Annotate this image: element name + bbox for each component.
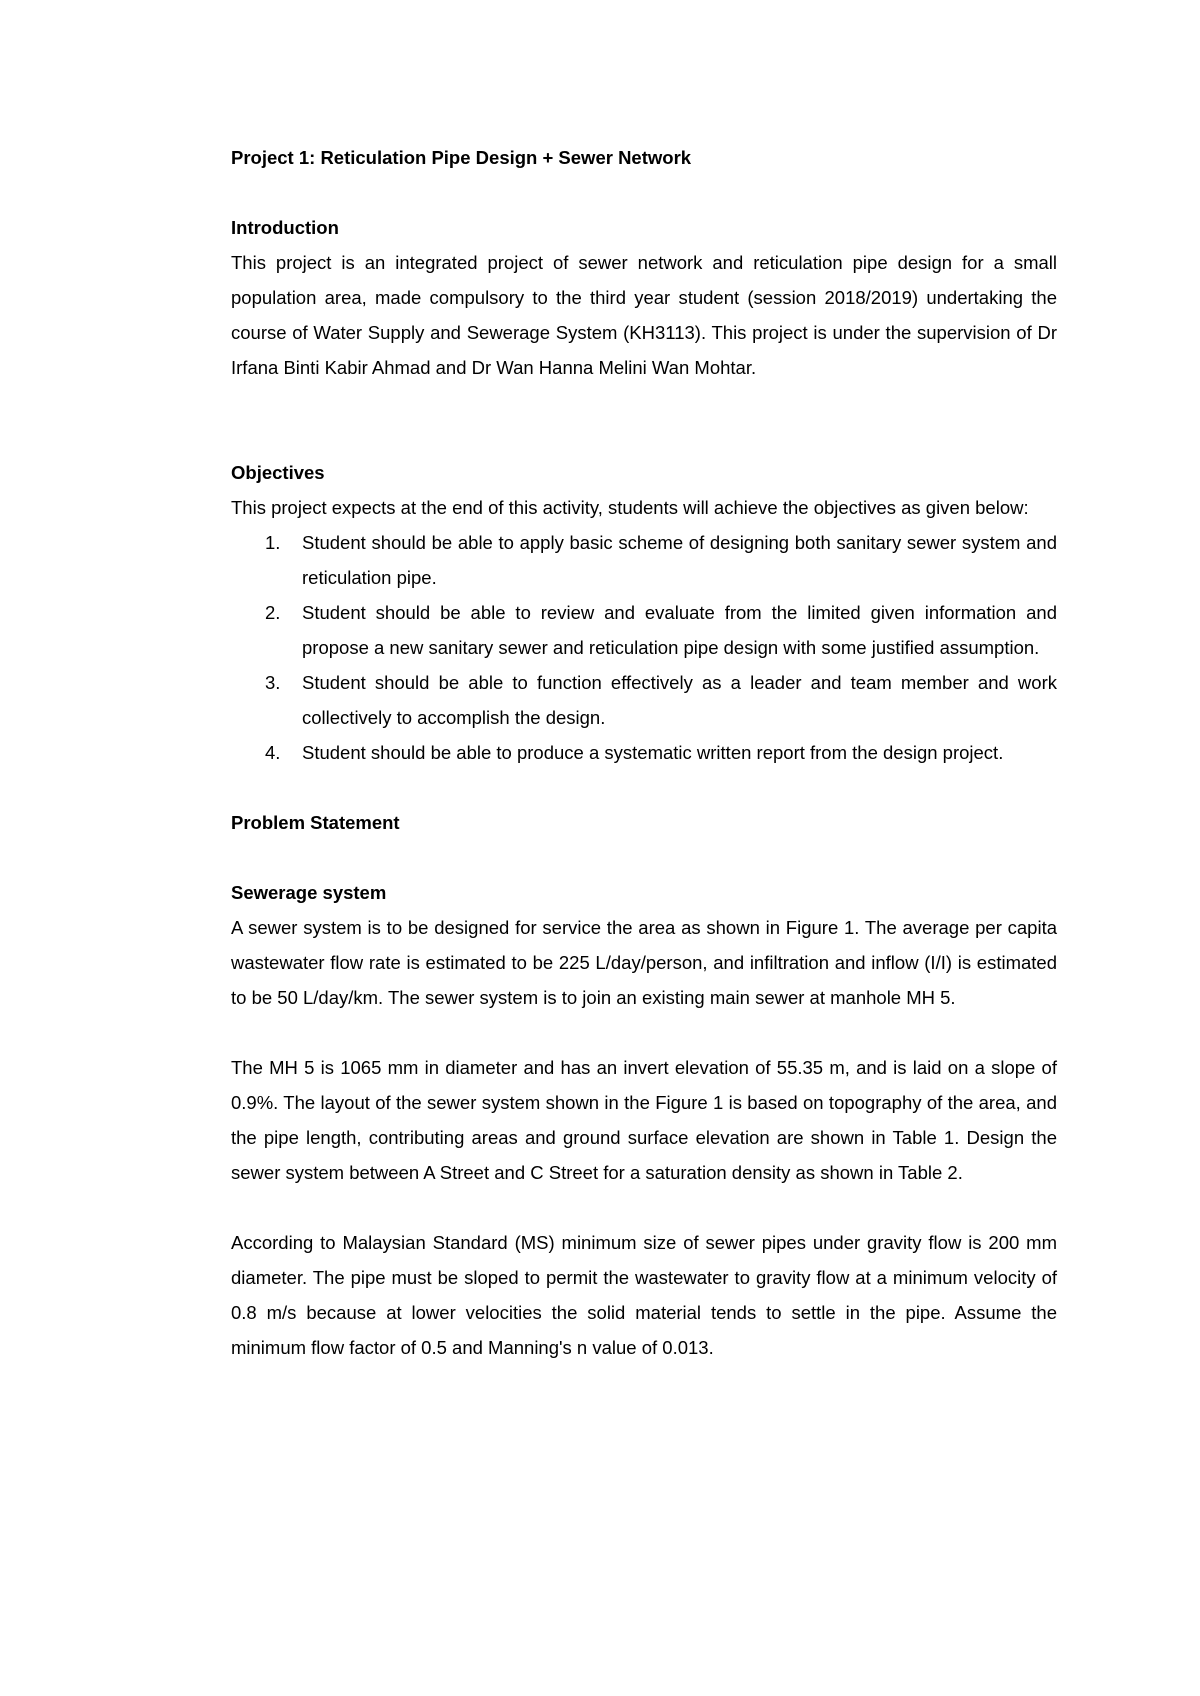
paragraph-spacer	[231, 1015, 1057, 1050]
sewerage-system-heading: Sewerage system	[231, 882, 387, 903]
objective-text: Student should be able to produce a systematic written report from the design project.	[302, 742, 1004, 763]
paragraph-spacer	[231, 1190, 1057, 1225]
section-spacer	[231, 770, 1057, 805]
objective-text: Student should be able to review and evaluate from the limited given information and propose a new sanitary sewer and reticulation pipe design with some justified assumption.	[302, 602, 1057, 658]
objective-number: 4.	[265, 742, 281, 763]
objective-number: 2.	[265, 602, 281, 623]
objectives-list	[231, 525, 1057, 770]
section-spacer	[231, 385, 1057, 455]
problem-statement-heading: Problem Statement	[231, 812, 400, 833]
objective-number: 1.	[265, 532, 281, 553]
sewerage-paragraph: According to Malaysian Standard (MS) minimum size of sewer pipes under gravity flow is 200 mm diameter. The pipe must be sloped to permit the wastewater to gravity flow at a minimum velocity of 0.8 m/s because at lower velocities the solid material tends to settle in the pipe. Assume the minimum flow factor of 0.5 and Manning's n value of 0.013.	[231, 1232, 1057, 1358]
section-spacer	[231, 840, 1057, 875]
sewerage-paragraph: A sewer system is to be designed for service the area as shown in Figure 1. The average per capita wastewater flow rate is estimated to be 225 L/day/person, and infiltration and inflow (I/I) is estimated to be 50 L/day/km. The sewer system is to join an existing main sewer at manhole MH 5.	[231, 917, 1057, 1008]
objective-text: Student should be able to function effectively as a leader and team member and work collectively to accomplish the design.	[302, 672, 1057, 728]
introduction-paragraph: This project is an integrated project of sewer network and reticulation pipe design for a small population area, made compulsory to the third year student (session 2018/2019) undertaking the course of Water Supply and Sewerage System (KH3113). This project is under the supervision of Dr Irfana Binti Kabir Ahmad and Dr Wan Hanna Melini Wan Mohtar.	[231, 252, 1057, 378]
document-body	[231, 140, 1057, 1365]
objective-item	[231, 595, 1057, 665]
objective-item	[231, 525, 1057, 595]
objective-number: 3.	[265, 672, 281, 693]
objective-item	[231, 735, 1057, 770]
objectives-intro: This project expects at the end of this activity, students will achieve the objectives as given below:	[231, 497, 1029, 518]
objectives-heading: Objectives	[231, 462, 325, 483]
objective-text: Student should be able to apply basic scheme of designing both sanitary sewer system and reticulation pipe.	[302, 532, 1057, 588]
sewerage-paragraph: The MH 5 is 1065 mm in diameter and has an invert elevation of 55.35 m, and is laid on a slope of 0.9%. The layout of the sewer system shown in the Figure 1 is based on topography of the area, and the pipe length, contributing areas and ground surface elevation are shown in Table 1. Design the sewer system between A Street and C Street for a saturation density as shown in Table 2.	[231, 1057, 1057, 1183]
introduction-heading: Introduction	[231, 217, 339, 238]
objective-item	[231, 665, 1057, 735]
document-title: Project 1: Reticulation Pipe Design + Sewer Network	[231, 147, 692, 168]
